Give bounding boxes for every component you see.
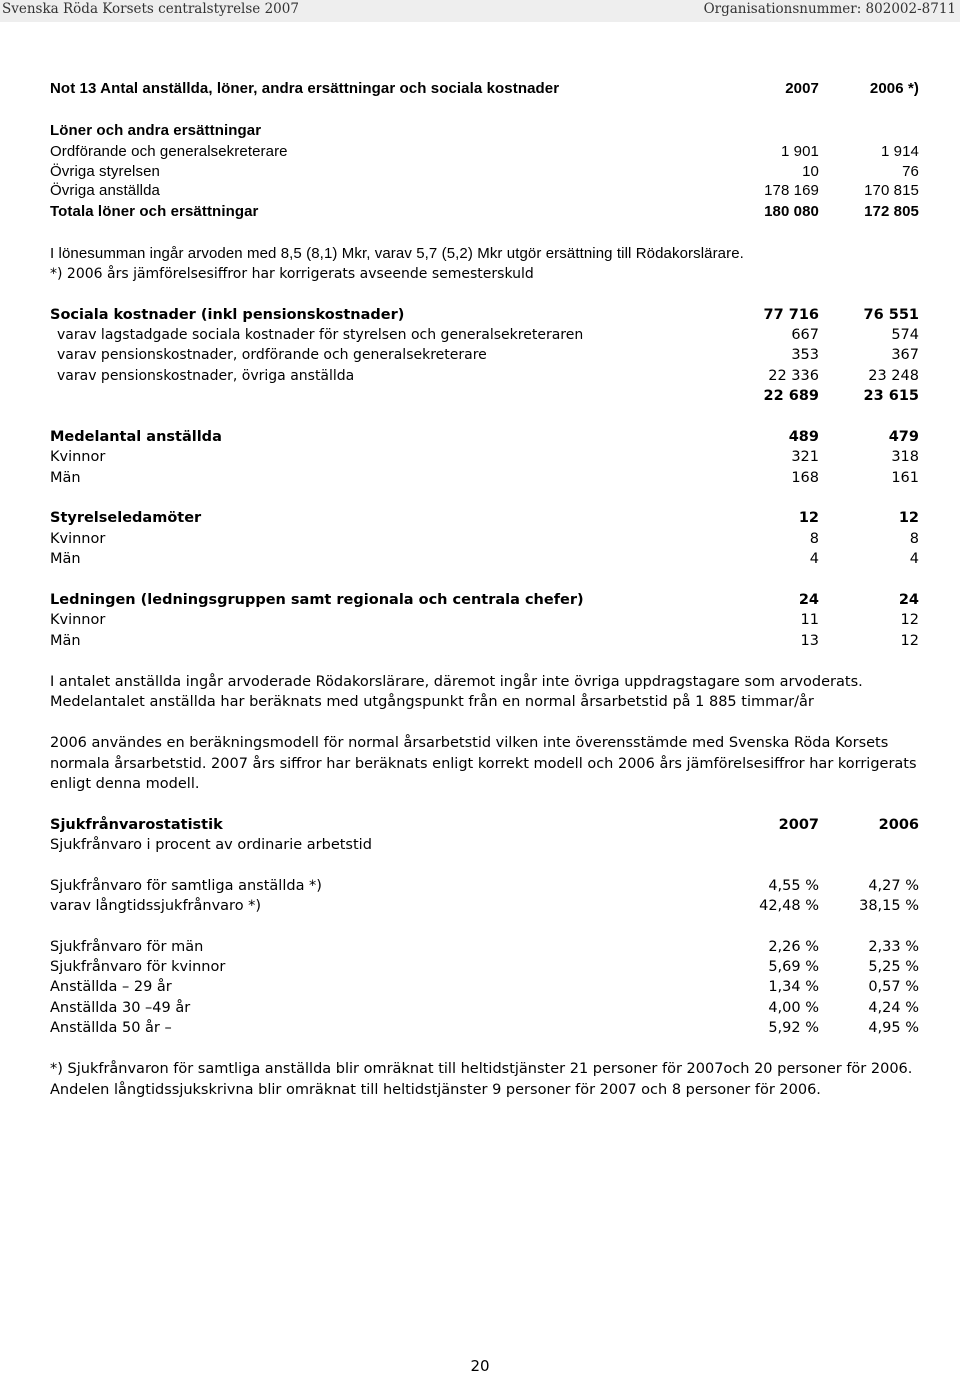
- table-row: [50, 937, 919, 957]
- wages-correction-row: [50, 264, 919, 284]
- value-2007: 180 080: [764, 203, 819, 220]
- table-row: [50, 977, 919, 997]
- value-2007: 168: [791, 470, 819, 486]
- value-2006: 161: [891, 470, 919, 486]
- row-label: Sjukfrånvaro för män: [50, 939, 204, 955]
- note-title-row: [50, 79, 919, 99]
- value-2006: 367: [891, 347, 919, 363]
- row-label: Män: [50, 551, 81, 567]
- row-label: varav lagstadgade sociala kostnader för styrelsen och generalsekreteraren: [57, 327, 584, 343]
- value-2006: 12: [898, 510, 919, 526]
- value-2006: 4: [909, 551, 919, 567]
- value-2007: 489: [788, 429, 819, 445]
- value-2006: 4,27 %: [868, 878, 919, 894]
- wages-note: I lönesumman ingår arvoden med 8,5 (8,1) Mkr, varav 5,7 (5,2) Mkr utgör ersättning till Rödakorslärare.: [50, 245, 744, 262]
- value-2007: 13: [800, 633, 819, 649]
- header-org-number: Organisationsnummer: 802002-8711: [703, 1, 956, 17]
- table-row: [50, 549, 919, 569]
- value-2006: 8: [909, 531, 919, 547]
- sick-heading-row: [50, 815, 919, 835]
- wages-note-row: [50, 244, 919, 264]
- table-row: [50, 631, 919, 651]
- value-2006: 23 248: [868, 368, 919, 384]
- value-2006: 172 805: [864, 203, 919, 220]
- table-row: [50, 345, 919, 365]
- paragraph-medelantal: Medelantalet anställda har beräknats med utgångspunkt från en normal årsarbetstid på 1 885 timmar/år: [50, 694, 814, 710]
- value-2006: 170 815: [864, 182, 919, 199]
- value-2007: 1 901: [780, 143, 819, 160]
- value-2007: 42,48 %: [759, 898, 819, 914]
- row-label: Kvinnor: [50, 612, 106, 628]
- table-row: [50, 998, 919, 1018]
- employees-heading: Medelantal anställda: [50, 429, 222, 445]
- value-2007: 178 169: [764, 182, 819, 199]
- header-organization: Svenska Röda Korsets centralstyrelse 2007: [2, 1, 299, 17]
- value-2006: 24: [898, 592, 919, 608]
- value-2006: 12: [900, 633, 919, 649]
- column-header-2006: 2006: [878, 817, 919, 833]
- row-label: Totala löner och ersättningar: [50, 203, 259, 220]
- row-label: Kvinnor: [50, 531, 106, 547]
- sick-footnote: *) Sjukfrånvaron för samtliga anställda blir omräknat till heltidstjänster 21 personer för 2007och 20 personer för 2006. Andelen långtidssjukskrivna blir omräknat till heltidstjänster 9 personer för 2007 och 8 personer för 2006.: [50, 1061, 913, 1098]
- value-2006: 38,15 %: [859, 898, 919, 914]
- value-2006: 23 615: [863, 388, 919, 404]
- row-label: Sjukfrånvaro för samtliga anställda *): [50, 878, 322, 894]
- table-row: [50, 610, 919, 630]
- paragraph-berakningsmodell: 2006 användes en beräkningsmodell för normal årsarbetstid vilken inte överensstämde med Svenska Röda Korsets normala årsarbetstid. 2007 års siffror har beräknats enligt korrekt modell och 2006 års jämförelsesiffror har korrigerats enligt denna modell.: [50, 735, 917, 792]
- value-2007: 24: [798, 592, 819, 608]
- table-row: [50, 142, 919, 162]
- social-subtotal-row: [50, 386, 919, 406]
- value-2006: 574: [891, 327, 919, 343]
- row-label: Övriga anställda: [50, 182, 160, 199]
- value-2007: 5,92 %: [768, 1020, 819, 1036]
- note-title: Not 13 Antal anställda, löner, andra ersättningar och sociala kostnader: [50, 80, 560, 97]
- row-label: Sjukfrånvaro för kvinnor: [50, 959, 226, 975]
- value-2007: 12: [798, 510, 819, 526]
- value-2007: 4,55 %: [768, 878, 819, 894]
- value-2007: 8: [809, 531, 819, 547]
- table-row: [50, 447, 919, 467]
- value-2006: 5,25 %: [868, 959, 919, 975]
- table-row: [50, 957, 919, 977]
- sick-heading: Sjukfrånvarostatistik: [50, 817, 223, 833]
- value-2007: 22 336: [768, 368, 819, 384]
- table-row: [50, 366, 919, 386]
- column-header-2007: 2007: [785, 80, 819, 97]
- page-header: [0, 0, 960, 22]
- value-2007: 667: [791, 327, 819, 343]
- table-row: [50, 529, 919, 549]
- value-2007: 2,26 %: [768, 939, 819, 955]
- row-label: Anställda 50 år –: [50, 1020, 172, 1036]
- row-label: varav pensionskostnader, ordförande och generalsekreterare: [57, 347, 487, 363]
- value-2006: 4,24 %: [868, 1000, 919, 1016]
- row-label: varav pensionskostnader, övriga anställda: [57, 368, 355, 384]
- row-label: Kvinnor: [50, 449, 106, 465]
- sick-subheading-row: [50, 835, 919, 855]
- value-2007: 10: [802, 163, 819, 180]
- value-2007: 77 716: [763, 307, 819, 323]
- row-label: Ordförande och generalsekreterare: [50, 143, 288, 160]
- column-header-2006: 2006 *): [869, 80, 919, 97]
- wages-heading: Löner och andra ersättningar: [50, 122, 262, 139]
- sick-subheading: Sjukfrånvaro i procent av ordinarie arbetstid: [50, 837, 372, 853]
- row-label: Män: [50, 470, 81, 486]
- value-2007: 321: [791, 449, 819, 465]
- table-row: [50, 896, 919, 916]
- value-2006: 2,33 %: [868, 939, 919, 955]
- value-2006: 0,57 %: [868, 979, 919, 995]
- row-label: Män: [50, 633, 81, 649]
- row-label: Anställda – 29 år: [50, 979, 172, 995]
- value-2006: 12: [900, 612, 919, 628]
- paragraph-arvoderade: I antalet anställda ingår arvoderade Rödakorslärare, däremot ingår inte övriga uppdragstagare som arvoderats.: [50, 674, 863, 690]
- social-heading: Sociala kostnader (inkl pensionskostnader): [50, 307, 405, 323]
- value-2007: 11: [800, 612, 819, 628]
- column-header-2007: 2007: [778, 817, 819, 833]
- value-2007: 353: [791, 347, 819, 363]
- row-label: Övriga styrelsen: [50, 163, 160, 180]
- table-row: [50, 1018, 919, 1038]
- value-2006: 76 551: [863, 307, 919, 323]
- row-label: varav långtidssjukfrånvaro *): [50, 898, 262, 914]
- page-number: 20: [470, 1357, 490, 1375]
- social-heading-row: [50, 305, 919, 325]
- table-row: [50, 876, 919, 896]
- value-2006: 1 914: [880, 143, 919, 160]
- value-2006: 479: [888, 429, 919, 445]
- table-row: [50, 468, 919, 488]
- value-2006: 318: [891, 449, 919, 465]
- board-heading: Styrelseledamöter: [50, 510, 202, 526]
- table-row: [50, 325, 919, 345]
- employees-heading-row: [50, 427, 919, 447]
- value-2006: 4,95 %: [868, 1020, 919, 1036]
- table-row: [50, 181, 919, 201]
- value-2007: 1,34 %: [768, 979, 819, 995]
- value-2007: 4: [809, 551, 819, 567]
- value-2007: 5,69 %: [768, 959, 819, 975]
- wages-total-row: [50, 202, 919, 222]
- value-2006: 76: [902, 163, 919, 180]
- row-label: Anställda 30 –49 år: [50, 1000, 191, 1016]
- wages-heading-row: [50, 121, 919, 141]
- table-row: [50, 162, 919, 182]
- board-heading-row: [50, 508, 919, 528]
- wages-correction-note: *) 2006 års jämförelsesiffror har korrigerats avseende semesterskuld: [50, 266, 534, 282]
- value-2007: 22 689: [763, 388, 819, 404]
- management-heading-row: [50, 590, 919, 610]
- management-heading: Ledningen (ledningsgruppen samt regionala och centrala chefer): [50, 592, 584, 608]
- value-2007: 4,00 %: [768, 1000, 819, 1016]
